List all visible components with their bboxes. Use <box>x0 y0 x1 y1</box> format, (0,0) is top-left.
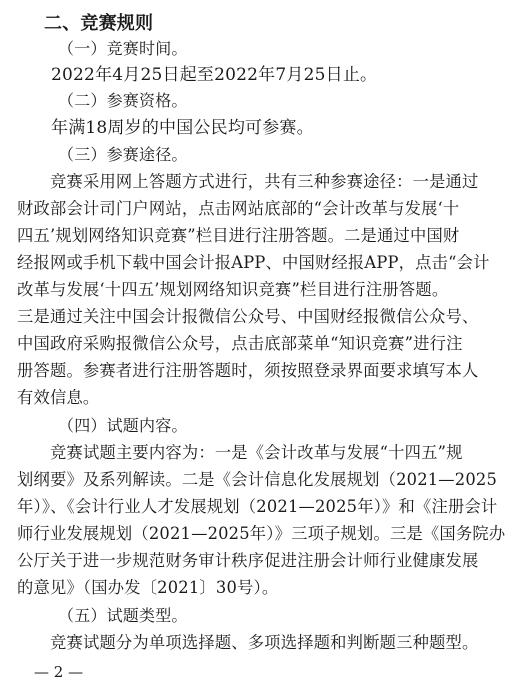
text-line: 公厅关于进一步规范财务审计秩序促进注册会计师行业健康发展 <box>17 551 479 570</box>
section-heading: 二、竞赛规则 <box>44 13 154 34</box>
subsection-heading-time: （一）竞赛时间。 <box>58 39 188 58</box>
text-line: 财政部会计司门户网站，点击网站底部的“会计改革与发展‘十 <box>17 199 460 218</box>
text-line: 划纲要》及系列解读。二是《会计信息化发展规划（2021—2025 <box>17 470 498 489</box>
subsection-heading-channels: （三）参赛途径。 <box>58 145 188 164</box>
text-line: 三是通过关注中国会计报微信公众号、中国财经报微信公众号、 <box>17 307 479 326</box>
text-line: 经报网或手机下载中国会计报APP、中国财经报APP，点击“会计 <box>17 253 490 272</box>
text-line: 竞赛试题分为单项选择题、多项选择题和判断题三种题型。 <box>50 633 479 652</box>
text-line: 有效信息。 <box>17 388 100 407</box>
subsection-heading-question-type: （五）试题类型。 <box>58 606 188 625</box>
text-line: 中国政府采购报微信公众号，点击底部菜单“知识竞赛”进行注 <box>17 334 463 353</box>
text-line: 竞赛试题主要内容为：一是《会计改革与发展“十四五”规 <box>50 443 463 462</box>
text-line: 的意见》（国办发〔2021〕30号）。 <box>17 578 279 597</box>
text-line: 册答题。参赛者进行注册答题时，须按照登录界面要求填写本人 <box>17 361 479 380</box>
text-line: 年）》、《会计行业人才发展规划（2021—2025年）》和《注册会计 <box>17 497 498 516</box>
text-line: 改革与发展‘十四五’规划网络知识竞赛”栏目进行注册答题。 <box>17 280 449 299</box>
subsection-heading-eligibility: （二）参赛资格。 <box>58 91 188 110</box>
page-number: — 2 — <box>34 663 84 681</box>
text-line: 竞赛采用网上答题方式进行，共有三种参赛途径：一是通过 <box>50 172 479 191</box>
text-line: 年满18周岁的中国公民均可参赛。 <box>51 118 314 138</box>
text-line: 2022年4月25日起至2022年7月25日止。 <box>51 65 378 85</box>
text-line: 四五’规划网络知识竞赛”栏目进行注册答题。二是通过中国财 <box>17 226 460 245</box>
subsection-heading-content: （四）试题内容。 <box>58 416 188 435</box>
text-line: 师行业发展规划（2021—2025年）》三项子规划。三是《国务院办 <box>17 524 506 543</box>
